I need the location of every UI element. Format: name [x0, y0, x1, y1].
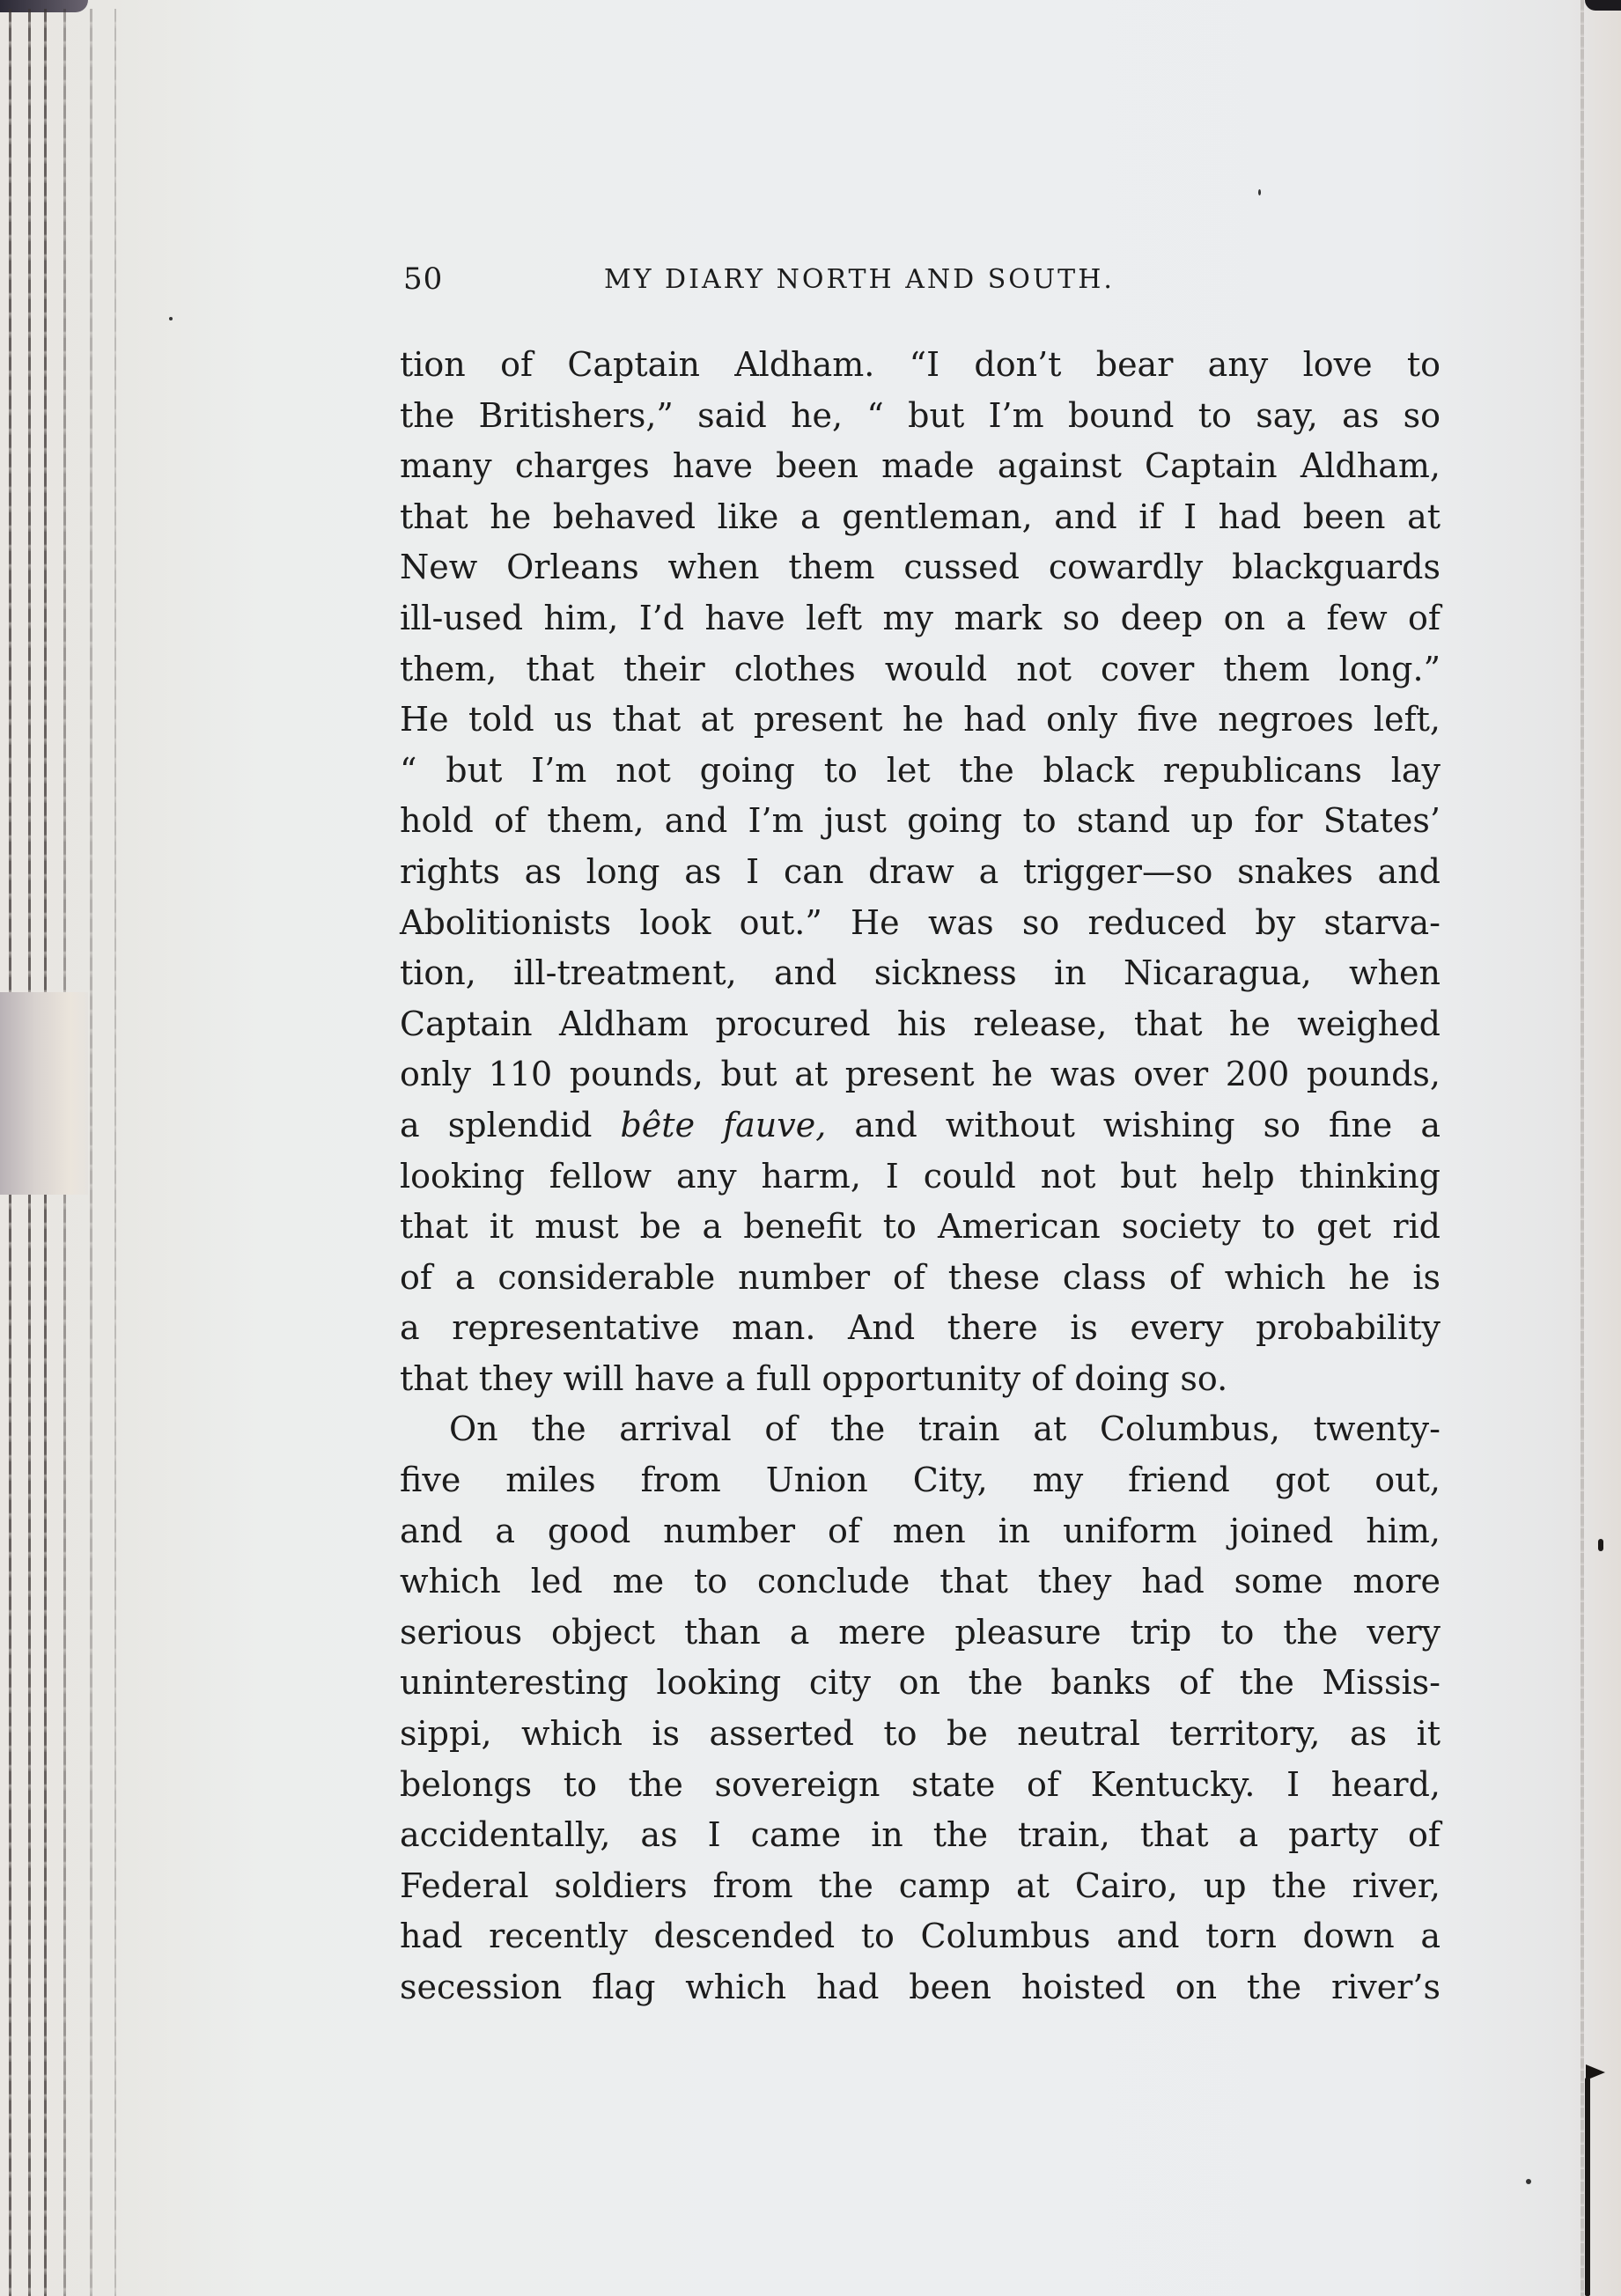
text-line: hold of them, and I’m just going to stand up for States’: [400, 801, 1440, 841]
text-segment: a splendid: [400, 1105, 621, 1144]
text-line: Abolitionists look out.” He was so reduced by starva-: [400, 902, 1440, 942]
italic-phrase: bête fauve,: [620, 1105, 827, 1144]
text-line: many charges have been made against Captain Aldham,: [400, 446, 1440, 486]
text-line: uninteresting looking city on the banks of the Missis-: [400, 1663, 1440, 1703]
text-line: and a good number of men in uniform joined him,: [400, 1511, 1440, 1550]
text-line: the Britishers,” said he, “ but I’m bound to say, as so: [400, 395, 1440, 435]
text-line: [400, 1100, 1440, 1152]
text-line: a representative man. And there is every probability: [400, 1308, 1440, 1348]
text-line: secession flag which had been hoisted on the river’s: [400, 1968, 1440, 2006]
text-line: accidentally, as I came in the train, that a party of: [400, 1815, 1440, 1855]
text-line: tion of Captain Aldham. “I don’t bear any love to: [400, 345, 1440, 384]
text-line: tion, ill-treatment, and sickness in Nicaragua, when: [400, 953, 1440, 993]
text-line: that they will have a full opportunity of doing so.: [400, 1358, 1228, 1398]
text-line: of a considerable number of these class of which he is: [400, 1257, 1440, 1297]
text-line: He told us that at present he had only five negroes left,: [400, 700, 1440, 740]
running-title: MY DIARY NORTH AND SOUTH.: [604, 264, 1115, 295]
text-line: which led me to conclude that they had some more: [400, 1562, 1440, 1601]
text-line: five miles from Union City, my friend got out,: [400, 1461, 1440, 1500]
text-line: Captain Aldham procured his release, that he weighed: [400, 1004, 1440, 1043]
page-number: 50: [403, 261, 444, 297]
text-line: rights as long as I can draw a trigger—so snakes and: [400, 851, 1440, 891]
text-line: Federal soldiers from the camp at Cairo, up the river,: [400, 1866, 1440, 1905]
text-line: looking fellow any harm, I could not but help thinking: [400, 1156, 1440, 1196]
text-line: ill-used him, I’d have left my mark so deep on a few of: [400, 598, 1440, 637]
text-line: New Orleans when them cussed cowardly blackguards: [400, 548, 1440, 587]
text-line: that it must be a benefit to American society to get rid: [400, 1207, 1440, 1247]
text-line: On the arrival of the train at Columbus, twenty-: [449, 1409, 1440, 1449]
text-line: sippi, which is asserted to be neutral territory, as it: [400, 1714, 1440, 1754]
body-text: [400, 340, 1440, 2013]
text-line: had recently descended to Columbus and torn down a: [400, 1917, 1440, 1956]
text-segment: and without wishing so fine a: [826, 1105, 1440, 1144]
text-line: belongs to the sovereign state of Kentucky. I heard,: [400, 1764, 1440, 1804]
page-header: [403, 261, 1442, 302]
text-line: only 110 pounds, but at present he was over 200 pounds,: [400, 1055, 1440, 1094]
text-line: that he behaved like a gentleman, and if I had been at: [400, 497, 1440, 536]
text-line: “ but I’m not going to let the black republicans lay: [400, 750, 1440, 790]
text-line: serious object than a mere pleasure trip to the very: [400, 1612, 1440, 1652]
text-line: them, that their clothes would not cover them long.”: [400, 649, 1440, 688]
